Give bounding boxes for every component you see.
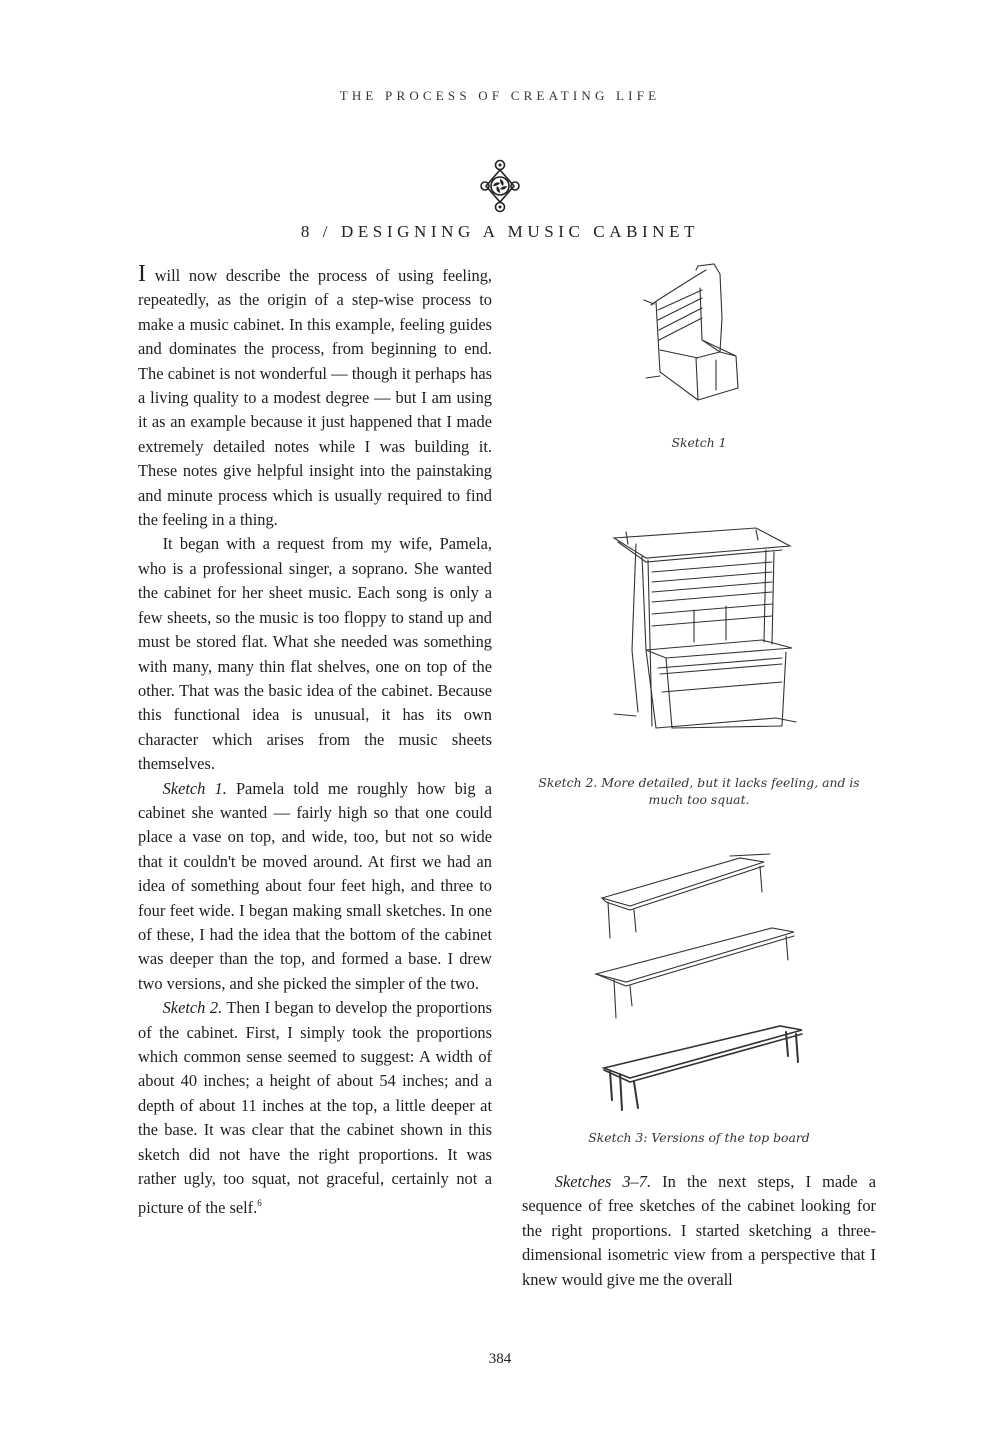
right-text-column (522, 1170, 876, 1292)
sketches-3-7-lead: Sketches 3–7. (554, 1172, 652, 1191)
sketch-2-lead: Sketch 2. (162, 998, 223, 1018)
left-text-column (138, 261, 492, 1221)
paragraph-3-text: Pamela told me roughly how big a cabinet she wanted — fairly high so that one could place a vase on top, and wide, too, but not so wide that it couldn't be moved around. At first we had an idea of something about four feet high, and three to four feet wide. I began making small sketches. In one of these, I had the idea that the bottom of the cabinet was deeper than the top, and formed a base. I drew two versions, and she picked the simpler of the two. (138, 778, 492, 993)
ornament-icon (480, 157, 520, 215)
paragraph-3 (138, 777, 492, 997)
chapter-title: 8 / DESIGNING A MUSIC CABINET (300, 222, 700, 241)
paragraph-1-text: will now describe the process of using feeling, repeatedly, as the origin of a step-wise process to make a music cabinet. In this example, feeling guides and dominates the process, from beginning to end. The cabinet is not wonderful — though it perhaps has a living quality to a modest degree — but I am using it as an example because it just happened that I made extremely detailed notes while I was building it. These notes give helpful insight into the painstaking and minute process which is usually required to find the feeling in a thing. (138, 266, 492, 530)
drop-cap: I (138, 261, 146, 287)
footnote-marker: 6 (257, 1198, 262, 1209)
paragraph-1 (138, 261, 492, 532)
paragraph-4 (138, 996, 492, 1221)
sketch-1-drawing (636, 260, 746, 410)
paragraph-5-text: In the next steps, I made a sequence of free sketches of the cabinet looking for the right proportions. I started sketching a three-dimensional isometric view from a perspective that I knew would give me the overall (522, 1172, 876, 1289)
page-number: 384 (488, 1351, 512, 1367)
running-head: THE PROCESS OF CREATING LIFE (339, 88, 661, 103)
sketch-1-caption: Sketch 1 (671, 435, 727, 450)
sketch-3-drawing (590, 848, 810, 1114)
paragraph-4-text: Then I began to develop the proportions of the cabinet. First, I simply took the proportions which common sense seemed to suggest: A width of about 40 inches; a height of about 54 inches; and a depth of about 11 inches at the top, a little deeper at the base. It was clear that the cabinet shown in this sketch did not have the right proportions. It was rather ugly, too squat, not graceful, certainly not a picture of the self. (138, 998, 492, 1218)
sketch-2-caption: Sketch 2. More detailed, but it lacks feeling, and is much too squat. (538, 775, 860, 807)
sketch-1-lead: Sketch 1. (162, 778, 227, 798)
paragraph-5 (522, 1170, 876, 1292)
sketch-2-drawing (606, 522, 802, 736)
paragraph-2: It began with a request from my wife, Pamela, who is a professional singer, a soprano. She wanted the cabinet for her sheet music. Each song is only a few sheets, so the music is too floppy to stand up and must be stored flat. What she needed was something with many, many thin flat shelves, one on top of the other. That was the basic idea of the cabinet. Because this functional idea is unusual, it has its own character which arises from the music sheets themselves. (138, 534, 492, 774)
sketch-3-caption: Sketch 3: Versions of the top board (588, 1130, 810, 1145)
